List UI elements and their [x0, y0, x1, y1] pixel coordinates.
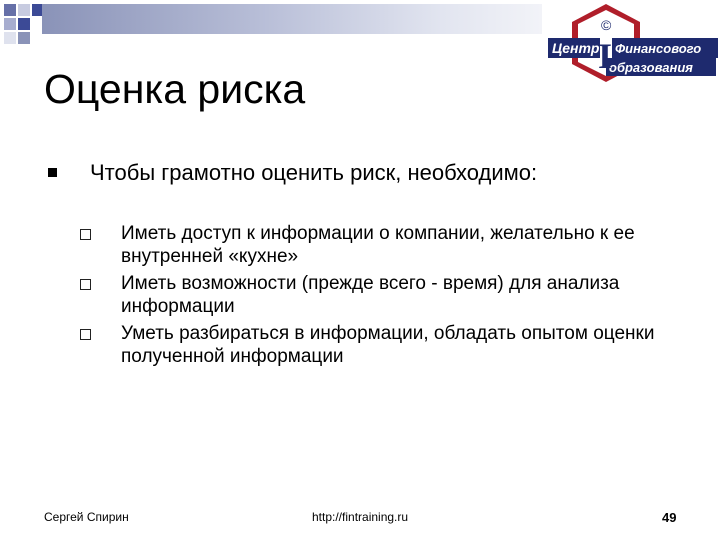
corner-square [18, 32, 30, 44]
sub-bullet-text: Иметь возможности (прежде всего - время) для анализа информации [121, 273, 620, 317]
square-bullet-icon [48, 168, 57, 177]
hollow-square-bullet-icon [80, 229, 91, 240]
sub-bullet-item [0, 322, 720, 382]
hollow-square-bullet-icon [80, 329, 91, 340]
bullet-text: Чтобы грамотно оценить риск, необходимо: [90, 160, 538, 185]
logo-text-line1: Центр [552, 40, 600, 56]
logo-text-line2: Финансового [615, 41, 702, 56]
corner-square [4, 32, 16, 44]
header-gradient-bar [42, 4, 542, 34]
logo-text-line3: образования [609, 60, 693, 75]
copyright-icon: © [601, 17, 612, 33]
corner-square [18, 18, 30, 30]
corner-square [4, 18, 16, 30]
hollow-square-bullet-icon [80, 279, 91, 290]
sub-bullet-text: Уметь разбираться в информации, обладать опытом оценки полученной информации [121, 323, 655, 367]
sub-bullet-text: Иметь доступ к информации о компании, желательно к ее внутренней «кухне» [121, 223, 635, 267]
footer-author: Сергей Спирин [44, 510, 129, 524]
logo-letter: I [598, 36, 613, 76]
fintraining-logo [548, 2, 718, 82]
corner-square [4, 4, 16, 16]
slide-title: Оценка риска [44, 66, 306, 112]
page-number: 49 [662, 510, 677, 525]
footer-url[interactable]: http://fintraining.ru [312, 510, 409, 524]
corner-square [18, 4, 30, 16]
